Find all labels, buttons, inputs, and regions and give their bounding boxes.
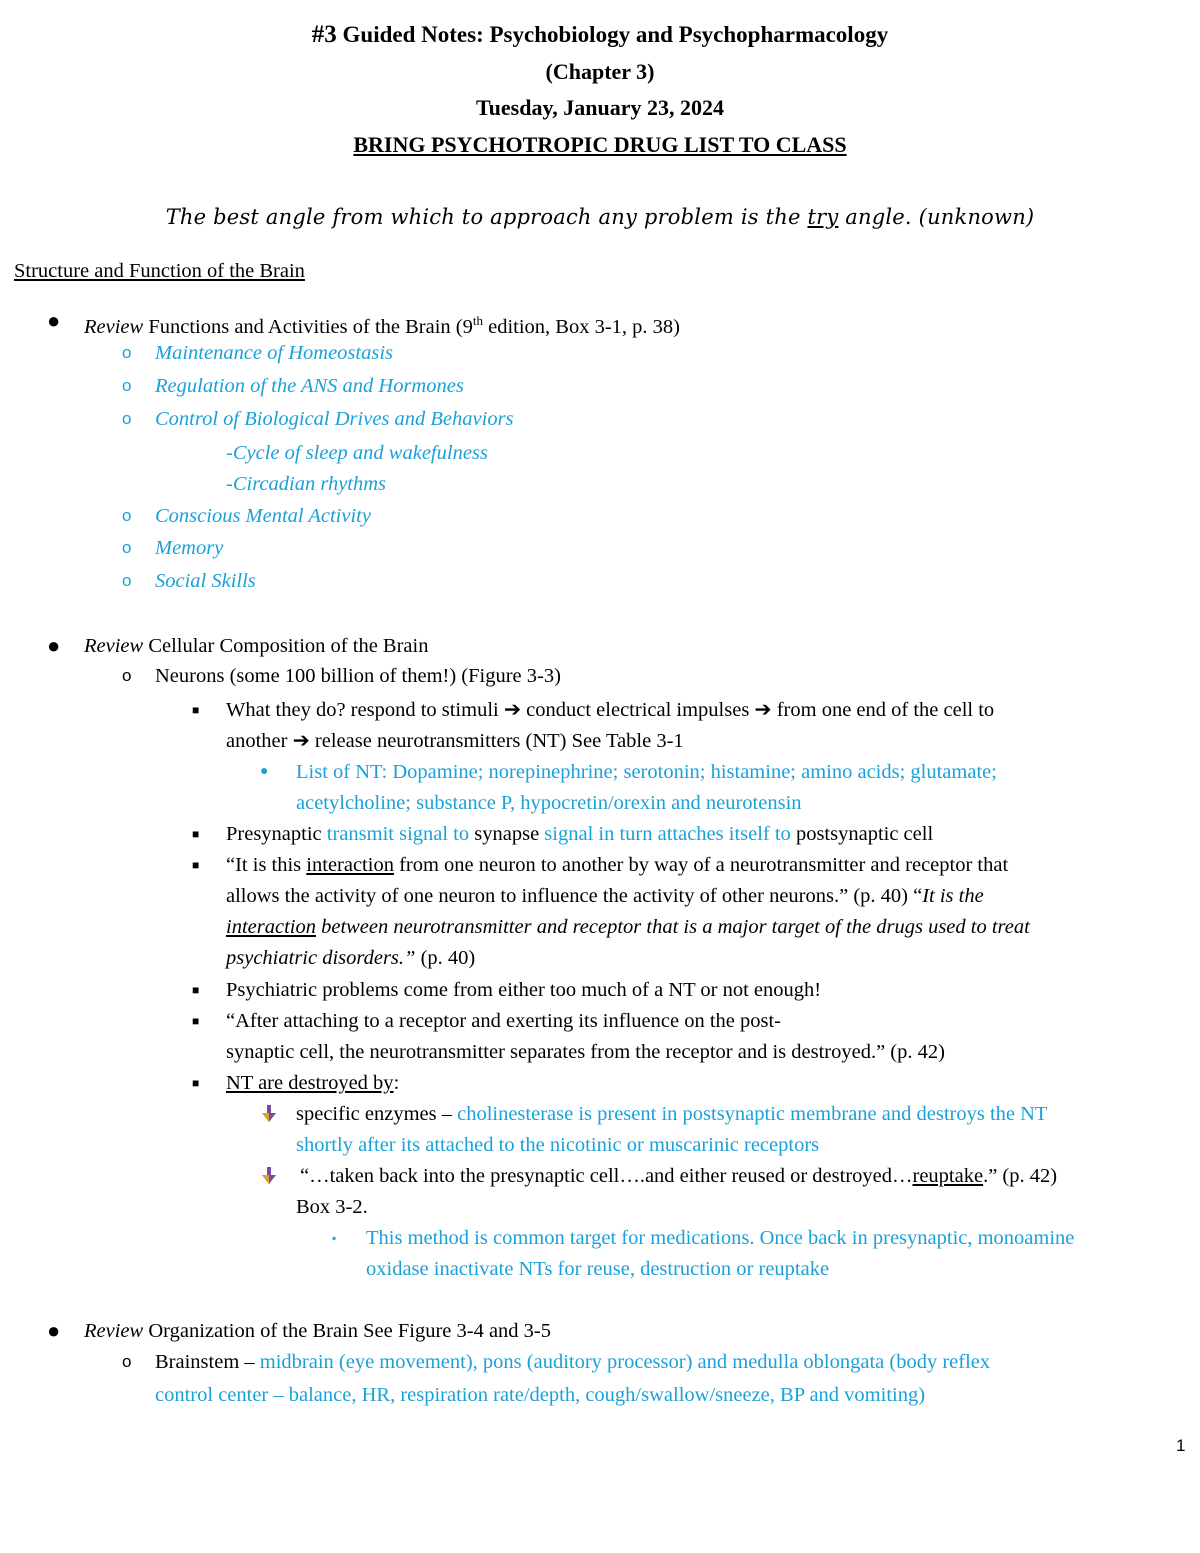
specific-enzymes-line1: specific enzymes – cholinesterase is present in postsynaptic membrane and destroys the NT [296,1103,1048,1125]
review-functions-heading: Review Functions and Activities of the Brain (9th edition, Box 3-1, p. 38) [84,313,681,338]
brainstem-line1: Brainstem – midbrain (eye movement), pons (auditory processor) and medulla oblongata (body reflex [155,1351,991,1373]
class-date: Tuesday, January 23, 2024 [476,95,724,120]
after-attaching-line2: synaptic cell, the neurotransmitter separates from the receptor and is destroyed.” (p. 42) [226,1041,945,1063]
square-bullet-icon: ■ [192,1014,200,1028]
sub-list-item: -Circadian rhythms [226,473,387,495]
list-item: Memory [155,537,224,559]
down-arrow-bullet-icon [262,1167,276,1185]
arrow-right-icon: ➔ [503,699,522,721]
opening-quote: The best angle from which to approach any problem is the try angle. (unknown) [165,205,1035,229]
bullet-icon: ● [47,308,61,333]
list-item: Conscious Mental Activity [155,505,371,527]
chapter-label: (Chapter 3) [545,59,655,84]
what-they-do-line1: What they do? respond to stimuli ➔ conduct electrical impulses ➔ from one end of the cell to [226,699,995,721]
bullet-icon: ● [47,633,61,658]
square-bullet-icon: ■ [192,983,200,997]
interaction-quote-line4: psychiatric disorders.” (p. 40) [226,947,476,969]
method-note-line2: oxidase inactivate NTs for reuse, destruction or reuptake [366,1258,830,1280]
arrow-right-icon: ➔ [754,699,772,721]
reuptake-line1: “…taken back into the presynaptic cell….and either reused or destroyed…reuptake.” (p. 42) [300,1165,1058,1187]
square-bullet-icon: ■ [192,858,200,872]
interaction-quote-line3: interaction between neurotransmitter and receptor that is a major target of the drugs used to treat [226,916,1030,938]
neurons-item: Neurons (some 100 billion of them!) (Figure 3-3) [155,665,561,687]
circle-bullet-icon: o [122,343,132,362]
square-bullet-icon: ■ [192,1076,200,1090]
document-title: #3 Guided Notes: Psychobiology and Psychopharmacology [311,21,889,48]
circle-bullet-icon: o [122,1352,132,1371]
interaction-quote-line1: “It is this interaction from one neuron to another by way of a neurotransmitter and receptor that [226,854,1009,876]
circle-bullet-icon: o [122,506,132,525]
after-attaching-line1: “After attaching to a receptor and exerting its influence on the post- [226,1010,781,1032]
bullet-icon: ● [47,1318,61,1343]
what-they-do-line2: another ➔ release neurotransmitters (NT) See Table 3-1 [226,730,684,752]
square-bullet-icon: ■ [192,827,200,841]
nt-destroyed-item: NT are destroyed by: [226,1072,400,1094]
list-item: Social Skills [155,570,256,592]
presynaptic-item: Presynaptic transmit signal to synapse signal in turn attaches itself to postsynaptic cell [226,823,934,845]
method-note-line1: This method is common target for medications. Once back in presynaptic, monoamine [366,1227,1075,1249]
square-bullet-icon: ■ [192,703,200,717]
psychiatric-problems-item: Psychiatric problems come from either too much of a NT or not enough! [226,979,822,1001]
review-organization-heading: Review Organization of the Brain See Figure 3-4 and 3-5 [84,1320,552,1342]
review-cellular-heading: Review Cellular Composition of the Brain [84,635,429,657]
circle-bullet-icon: o [122,666,132,685]
reminder-banner: BRING PSYCHOTROPIC DRUG LIST TO CLASS [353,132,847,157]
page-number: 1 [1176,1436,1186,1455]
brainstem-line2: control center – balance, HR, respiration rate/depth, cough/swallow/sneeze, BP and vomiting) [155,1384,926,1406]
circle-bullet-icon: o [122,538,132,557]
list-item: Maintenance of Homeostasis [155,342,393,364]
circle-bullet-icon: o [122,376,132,395]
small-square-bullet-icon: ▪ [332,1231,337,1245]
list-item: Control of Biological Drives and Behaviors [155,408,514,430]
list-item: Regulation of the ANS and Hormones [155,375,464,397]
circle-bullet-icon: o [122,409,132,428]
reuptake-line2: Box 3-2. [296,1196,368,1218]
sub-list-item: -Cycle of sleep and wakefulness [226,442,488,464]
circle-bullet-icon: o [122,571,132,590]
specific-enzymes-line2: shortly after its attached to the nicotinic or muscarinic receptors [296,1134,820,1156]
interaction-quote-line2: allows the activity of one neuron to influence the activity of other neurons.” (p. 40) “It is the [226,885,984,907]
nt-list-line1: List of NT: Dopamine; norepinephrine; serotonin; histamine; amino acids; glutamate; [296,761,997,783]
section-heading: Structure and Function of the Brain [14,260,305,282]
down-arrow-bullet-icon [262,1105,276,1123]
arrow-right-icon: ➔ [292,730,310,752]
bullet-icon: ● [260,764,269,779]
nt-list-line2: acetylcholine; substance P, hypocretin/orexin and neurotensin [296,792,802,814]
